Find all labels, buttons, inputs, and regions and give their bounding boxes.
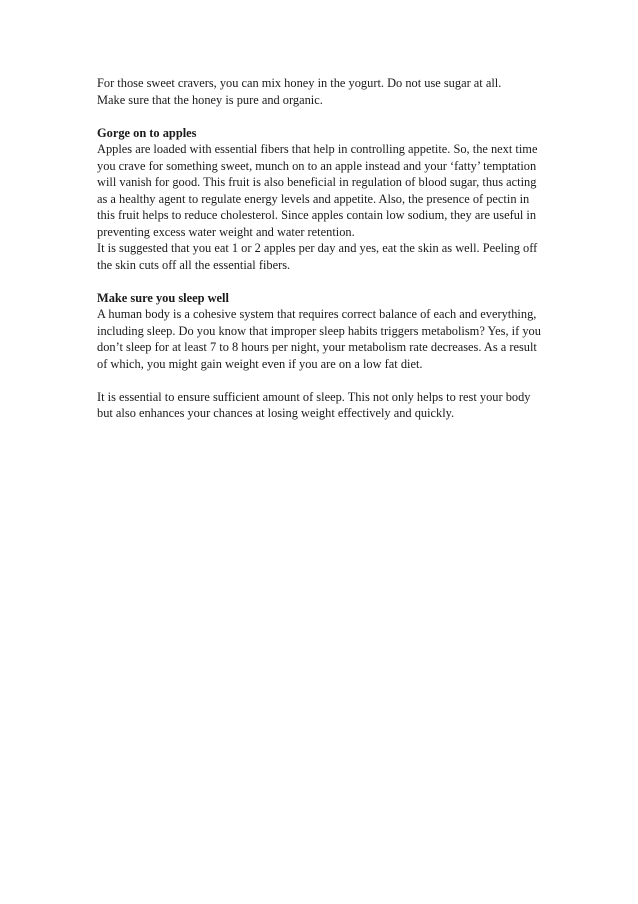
spacer [97, 372, 547, 389]
intro-line-2: Make sure that the honey is pure and organic. [97, 92, 323, 107]
intro-line-1: For those sweet cravers, you can mix honey in the yogurt. Do not use sugar at all. [97, 76, 502, 90]
section-heading-sleep: Make sure you sleep well [97, 290, 229, 305]
document-page [97, 75, 547, 422]
apples-paragraph-2: It is suggested that you eat 1 or 2 apples per day and yes, eat the skin as well. Peeling off the skin cuts off all the essential fibers. [97, 241, 538, 272]
sleep-paragraph-1: A human body is a cohesive system that requires correct balance of each and everything, including sleep. Do you know that improper sleep habits triggers metabolism? Yes, if you don’t sleep for at least 7 to 8 hours per night, your metabolism rate decreases. As a result of which, you might gain weight even if you are on a low fat diet. [97, 307, 541, 371]
sleep-paragraph-2: It is essential to ensure sufficient amount of sleep. This not only helps to rest your body but also enhances your chances at losing weight effectively and quickly. [97, 389, 531, 420]
spacer [97, 108, 547, 125]
apples-paragraph-1: Apples are loaded with essential fibers that help in controlling appetite. So, the next time you crave for something sweet, munch on to an apple instead and your ‘fatty’ temptation will vanish for good. This fruit is also beneficial in regulation of blood sugar, thus acting as a healthy agent to regulate energy levels and appetite. Also, the presence of pectin in this fruit helps to reduce cholesterol. Since apples contain low sodium, they are useful in preventing excess water weight and water retention. [97, 142, 538, 239]
spacer [97, 273, 547, 290]
section-heading-apples: Gorge on to apples [97, 125, 197, 140]
